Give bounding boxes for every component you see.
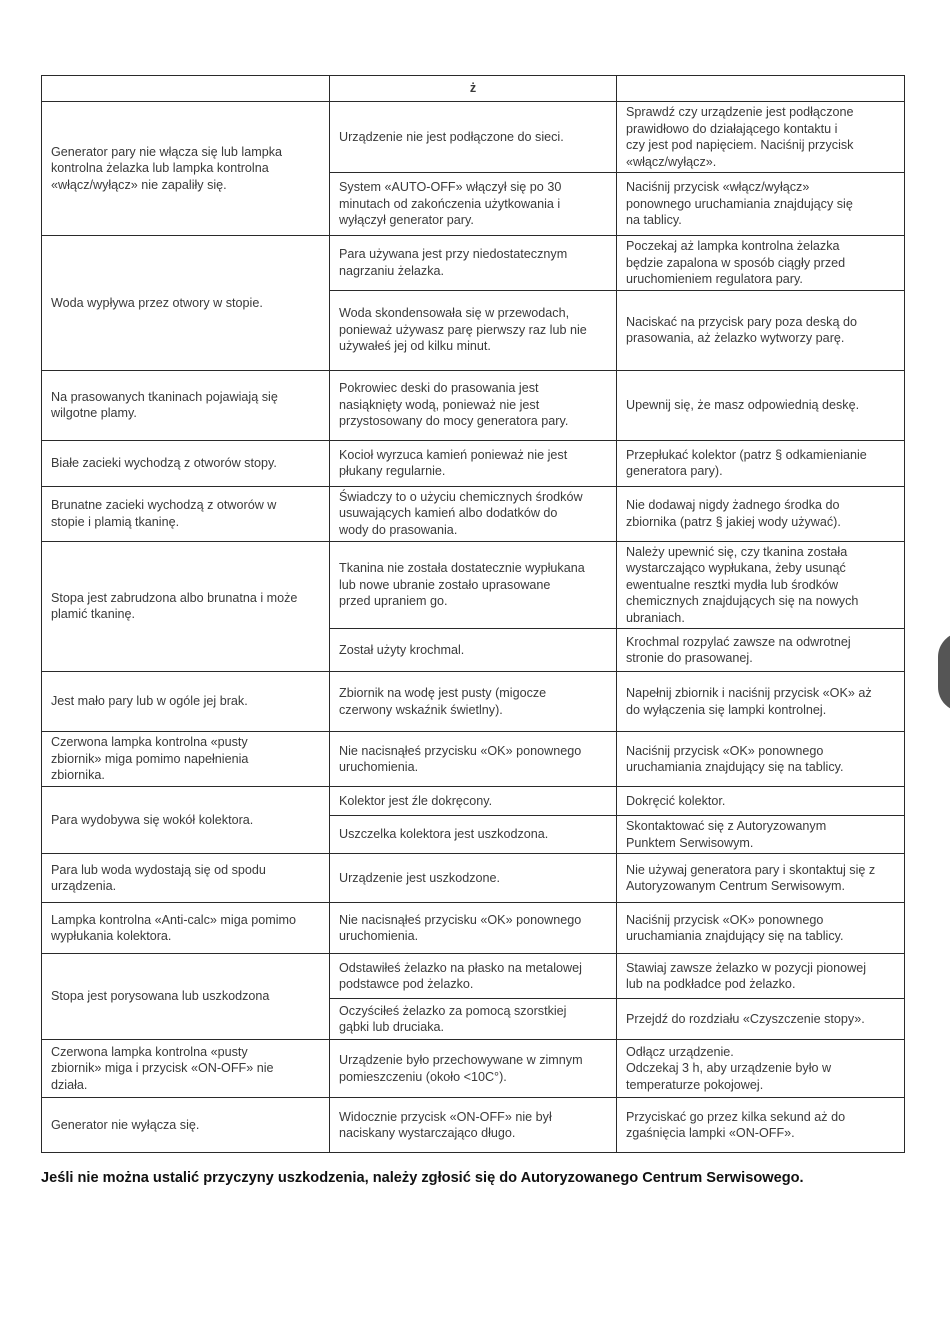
remedy-cell: Napełnij zbiornik i naciśnij przycisk «OK» aż do wyłączenia się lampki kontrolnej. xyxy=(617,672,905,732)
table-row xyxy=(42,1098,905,1153)
table-row xyxy=(42,370,905,440)
remedy-cell: Należy upewnić się, czy tkanina została wystarczająco wypłukana, żeby usunąć ewentualne resztki mydła lub środków chemicznych znajdujących się na nowych ubraniach. xyxy=(617,541,905,629)
problem-cell: Woda wypływa przez otwory w stopie. xyxy=(42,236,330,371)
problem-cell: Lampka kontrolna «Anti-calc» miga pomimo wypłukania kolektora. xyxy=(42,903,330,954)
table-row xyxy=(42,541,905,629)
remedy-cell: Nie używaj generatora pary i skontaktuj się z Autoryzowanym Centrum Serwisowym. xyxy=(617,854,905,903)
problem-cell: Na prasowanych tkaninach pojawiają się wilgotne plamy. xyxy=(42,370,330,440)
cause-cell: Został użyty krochmal. xyxy=(330,629,617,672)
table-row xyxy=(42,854,905,903)
problem-cell: Czerwona lampka kontrolna «pusty zbiornik» miga i przycisk «ON-OFF» nie działa. xyxy=(42,1040,330,1098)
remedy-cell: Naciśnij przycisk «OK» ponownego uruchamiania znajdujący się na tablicy. xyxy=(617,732,905,787)
header-cause: ż xyxy=(330,76,617,102)
problem-cell: Czerwona lampka kontrolna «pusty zbiornik» miga pomimo napełnienia zbiornika. xyxy=(42,732,330,787)
cause-cell: Urządzenie jest uszkodzone. xyxy=(330,854,617,903)
table-row xyxy=(42,672,905,732)
problem-cell: Stopa jest porysowana lub uszkodzona xyxy=(42,954,330,1040)
table-row xyxy=(42,732,905,787)
cause-cell: Uszczelka kolektora jest uszkodzona. xyxy=(330,816,617,854)
cause-cell: Kocioł wyrzuca kamień ponieważ nie jest płukany regularnie. xyxy=(330,440,617,486)
cause-cell: Pokrowiec deski do prasowania jest nasiąknięty wodą, ponieważ nie jest przystosowany do mocy generatora pary. xyxy=(330,370,617,440)
troubleshooting-table xyxy=(41,75,905,1153)
remedy-cell: Przyciskać go przez kilka sekund aż do zgaśnięcia lampki «ON-OFF». xyxy=(617,1098,905,1153)
problem-cell: Białe zacieki wychodzą z otworów stopy. xyxy=(42,440,330,486)
remedy-cell: Naciskać na przycisk pary poza deską do prasowania, aż żelazko wytworzy parę. xyxy=(617,290,905,370)
remedy-cell: Naciśnij przycisk «OK» ponownego uruchamiania znajdujący się na tablicy. xyxy=(617,903,905,954)
table-row xyxy=(42,236,905,291)
remedy-cell: Naciśnij przycisk «włącz/wyłącz» ponownego uruchamiania znajdujący się na tablicy. xyxy=(617,173,905,236)
remedy-cell: Odłącz urządzenie. Odczekaj 3 h, aby urządzenie było w temperaturze pokojowej. xyxy=(617,1040,905,1098)
cause-cell: Zbiornik na wodę jest pusty (migocze czerwony wskaźnik świetlny). xyxy=(330,672,617,732)
table-row xyxy=(42,102,905,173)
cause-cell: Nie nacisnąłeś przycisku «OK» ponownego uruchomienia. xyxy=(330,732,617,787)
remedy-cell: Nie dodawaj nigdy żadnego środka do zbiornika (patrz § jakiej wody używać). xyxy=(617,486,905,541)
table-row xyxy=(42,1040,905,1098)
table-row xyxy=(42,440,905,486)
problem-cell: Jest mało pary lub w ogóle jej brak. xyxy=(42,672,330,732)
cause-cell: Urządzenie było przechowywane w zimnym pomieszczeniu (około <10C°). xyxy=(330,1040,617,1098)
header-problem xyxy=(42,76,330,102)
problem-cell: Generator pary nie włącza się lub lampka kontrolna żelazka lub lampka kontrolna «włącz/wyłącz» nie zapaliły się. xyxy=(42,102,330,236)
cause-cell: Woda skondensowała się w przewodach, ponieważ używasz parę pierwszy raz lub nie używałeś jej od kilku minut. xyxy=(330,290,617,370)
remedy-cell: Upewnij się, że masz odpowiednią deskę. xyxy=(617,370,905,440)
remedy-cell: Dokręcić kolektor. xyxy=(617,787,905,816)
problem-cell: Para wydobywa się wokół kolektora. xyxy=(42,787,330,854)
remedy-cell: Stawiaj zawsze żelazko w pozycji pionowej lub na podkładce pod żelazko. xyxy=(617,954,905,999)
header-remedy xyxy=(617,76,905,102)
problem-cell: Stopa jest zabrudzona albo brunatna i może plamić tkaninę. xyxy=(42,541,330,672)
table-row xyxy=(42,954,905,999)
cause-cell: Odstawiłeś żelazko na płasko na metalowej podstawce pod żelazko. xyxy=(330,954,617,999)
cause-cell: Oczyściłeś żelazko za pomocą szorstkiej gąbki lub druciaka. xyxy=(330,999,617,1040)
table-row xyxy=(42,787,905,816)
table-header-row xyxy=(42,76,905,102)
cause-cell: Widocznie przycisk «ON-OFF» nie był naciskany wystarczająco długo. xyxy=(330,1098,617,1153)
remedy-cell: Przejdź do rozdziału «Czyszczenie stopy». xyxy=(617,999,905,1040)
cause-cell: Kolektor jest źle dokręcony. xyxy=(330,787,617,816)
cause-cell: System «AUTO-OFF» włączył się po 30 minutach od zakończenia użytkowania i wyłączył generator pary. xyxy=(330,173,617,236)
problem-cell: Brunatne zacieki wychodzą z otworów w stopie i plamią tkaninę. xyxy=(42,486,330,541)
problem-cell: Generator nie wyłącza się. xyxy=(42,1098,330,1153)
remedy-cell: Poczekaj aż lampka kontrolna żelazka będzie zapalona w sposób ciągły przed uruchomieniem regulatora pary. xyxy=(617,236,905,291)
cause-cell: Świadczy to o użyciu chemicznych środków usuwających kamień albo dodatków do wody do prasowania. xyxy=(330,486,617,541)
footer-note: Jeśli nie można ustalić przyczyny uszkodzenia, należy zgłosić się do Autoryzowanego Centrum Serwisowego. xyxy=(41,1170,804,1186)
remedy-cell: Krochmal rozpylać zawsze na odwrotnej stronie do prasowanej. xyxy=(617,629,905,672)
table-row xyxy=(42,903,905,954)
remedy-cell: Sprawdź czy urządzenie jest podłączone prawidłowo do działającego kontaktu i czy jest pod napięciem. Naciśnij przycisk «włącz/wyłącz». xyxy=(617,102,905,173)
cause-cell: Urządzenie nie jest podłączone do sieci. xyxy=(330,102,617,173)
cause-cell: Tkanina nie została dostatecznie wypłukana lub nowe ubranie zostało uprasowane przed upraniem go. xyxy=(330,541,617,629)
remedy-cell: Skontaktować się z Autoryzowanym Punktem Serwisowym. xyxy=(617,816,905,854)
table-row xyxy=(42,486,905,541)
remedy-cell: Przepłukać kolektor (patrz § odkamienianie generatora pary). xyxy=(617,440,905,486)
cause-cell: Nie nacisnąłeś przycisku «OK» ponownego uruchomienia. xyxy=(330,903,617,954)
problem-cell: Para lub woda wydostają się od spodu urządzenia. xyxy=(42,854,330,903)
cause-cell: Para używana jest przy niedostatecznym nagrzaniu żelazka. xyxy=(330,236,617,291)
section-tab-marker xyxy=(938,632,950,712)
